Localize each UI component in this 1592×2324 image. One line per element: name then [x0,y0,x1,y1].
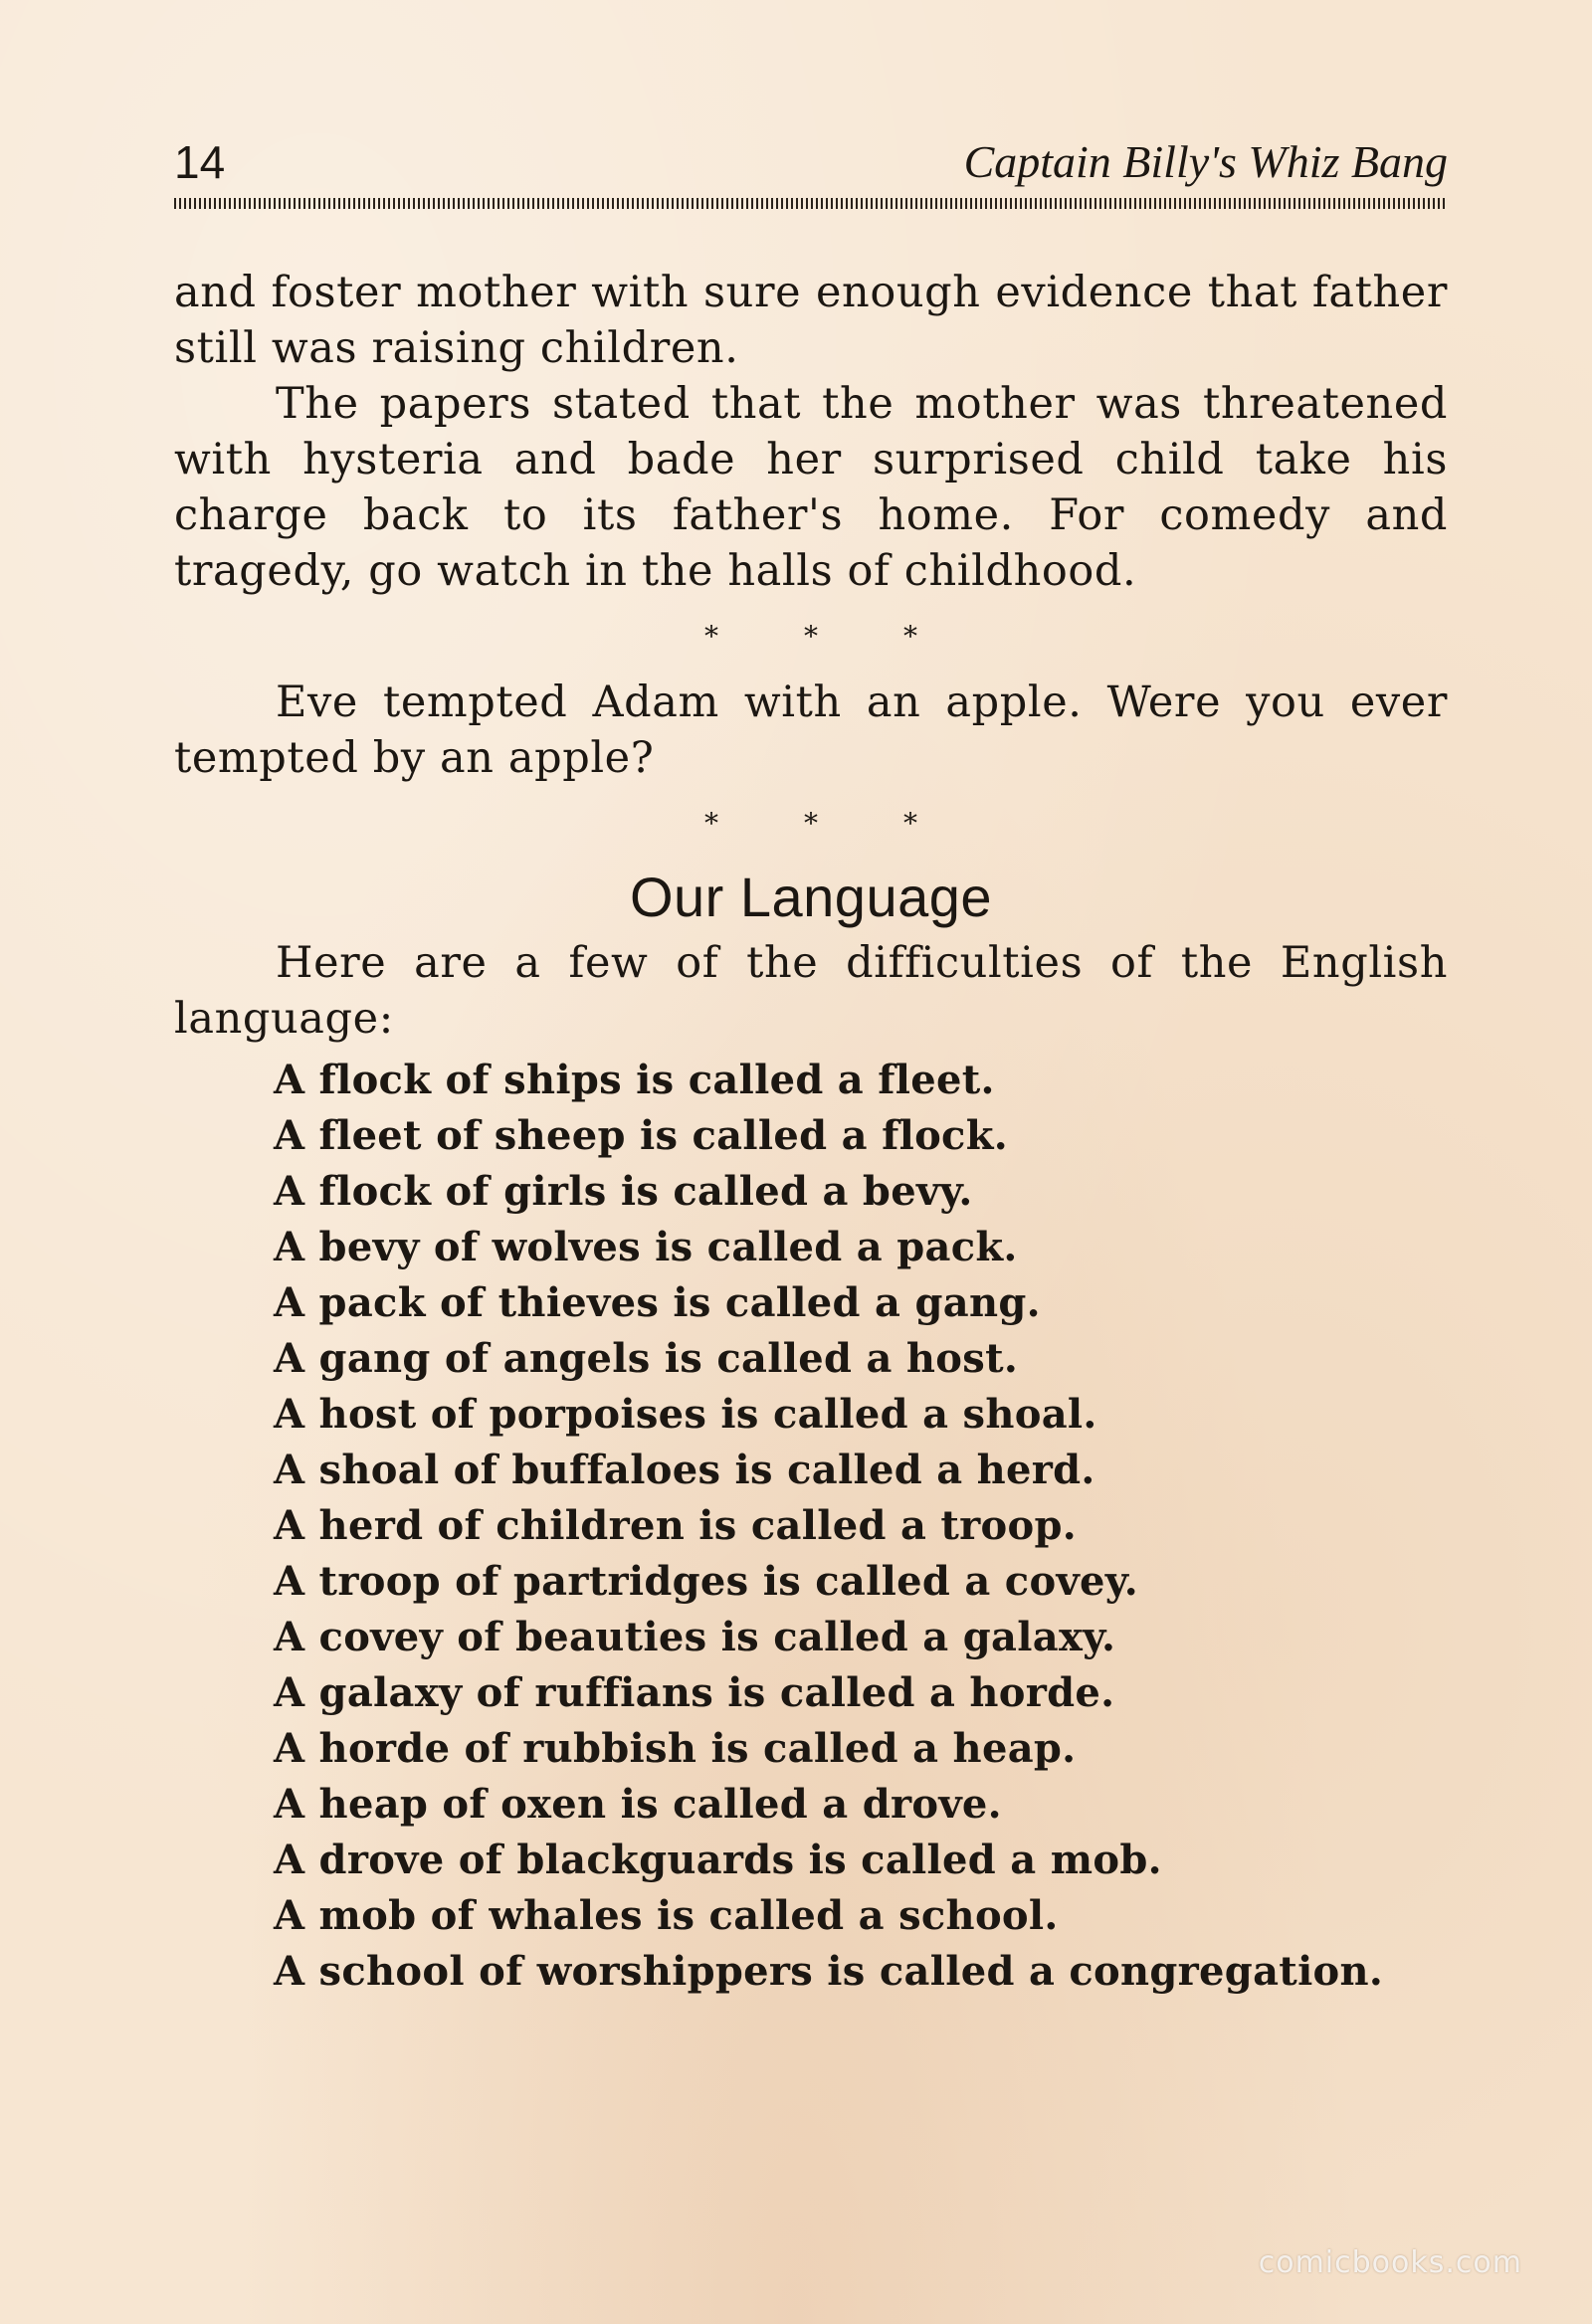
section-separator [174,620,1448,653]
list-item: A horde of rubbish is called a heap. [274,1725,1077,1772]
running-head [174,134,1448,198]
paragraph-eve: Eve tempted Adam with an apple. Were you ever tempted by an apple? [174,678,1448,783]
page-number: 14 [174,136,226,188]
list-item: A fleet of sheep is called a flock. [274,1112,1008,1159]
list-item: A troop of partridges is called a covey. [274,1558,1138,1605]
list-item: A school of worshippers is called a congregation. [274,1948,1384,1995]
header-rule [174,198,1448,209]
list-item: A host of porpoises is called a shoal. [274,1391,1097,1438]
watermark: comicbooks.com [1258,2245,1522,2280]
list-item: A heap of oxen is called a drove. [274,1781,1002,1828]
paragraph-intro: Here are a few of the difficulties of the English language: [174,938,1448,1044]
body-text [174,265,1448,2000]
list-item: A gang of angels is called a host. [274,1335,1019,1382]
separator-star: * [804,807,818,840]
running-title: Captain Billy's Whiz Bang [963,136,1448,187]
section-heading: Our Language [629,866,993,928]
list-item: A herd of children is called a troop. [274,1502,1077,1549]
book-page [174,134,1448,2000]
list-item: A mob of whales is called a school. [274,1892,1059,1939]
paragraph-continuation: and foster mother with sure enough evidence that father still was raising children. [174,268,1448,373]
section-separator [174,807,1448,840]
collective-nouns-list [274,1053,1448,2000]
list-item: A drove of blackguards is called a mob. [274,1837,1162,1883]
list-item: A shoal of buffaloes is called a herd. [274,1447,1095,1493]
separator-star: * [804,620,818,653]
list-item: A bevy of wolves is called a pack. [274,1224,1018,1270]
list-item: A galaxy of ruffians is called a horde. [274,1669,1115,1716]
list-item: A covey of beauties is called a galaxy. [274,1614,1116,1660]
separator-star: * [903,807,917,840]
separator-star: * [704,807,718,840]
list-item: A pack of thieves is called a gang. [274,1279,1041,1326]
separator-star: * [903,620,917,653]
paragraph-papers: The papers stated that the mother was threatened with hysteria and bade her surprised child take his charge back to its father's home. For comedy and tragedy, go watch in the halls of childhood. [174,379,1448,596]
separator-star: * [704,620,718,653]
list-item: A flock of girls is called a bevy. [274,1168,973,1215]
list-item: A flock of ships is called a fleet. [274,1057,995,1103]
